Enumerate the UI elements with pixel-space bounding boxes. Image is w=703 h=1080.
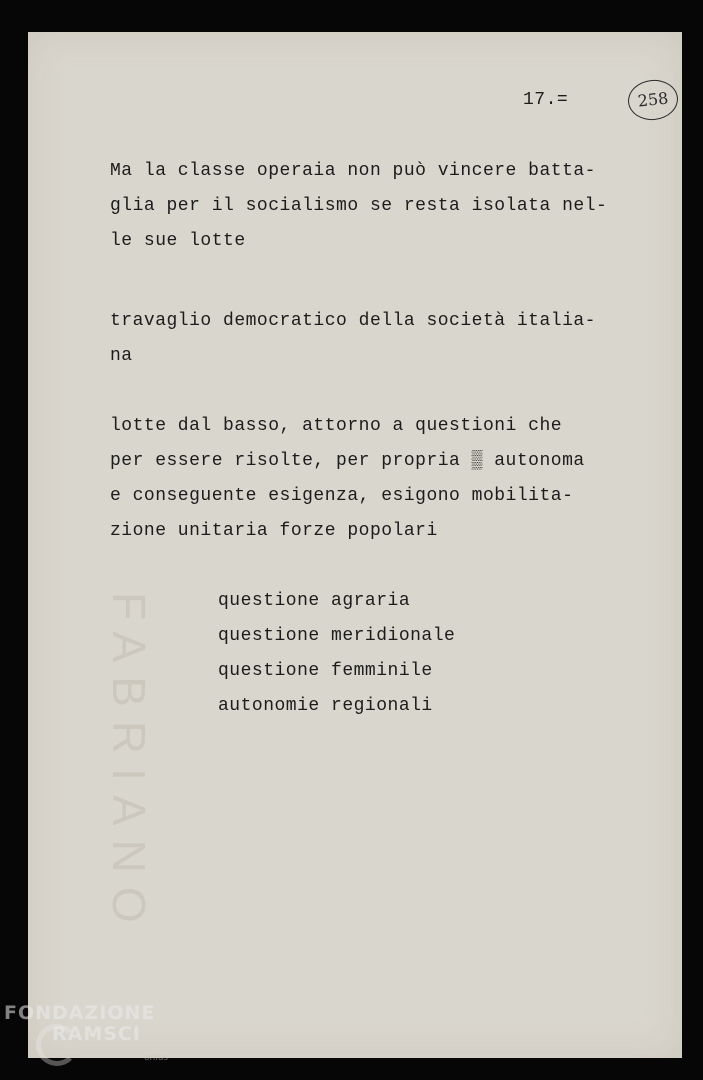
page-marker: 17.= <box>523 90 569 110</box>
paper-watermark: FABRIANO <box>103 592 155 937</box>
text-line: na <box>110 346 133 366</box>
text-line: glia per il socialismo se resta isolata nel- <box>110 196 608 216</box>
text-line: Ma la classe operaia non può vincere batta- <box>110 161 596 181</box>
text-line: per essere risolte, per propria ▒ autonoma <box>110 451 585 471</box>
text-line: le sue lotte <box>110 231 246 251</box>
list-item: autonomie regionali <box>218 696 433 716</box>
document-page <box>28 32 682 1058</box>
text-line: e conseguente esigenza, esigono mobilita- <box>110 486 574 506</box>
list-item: questione femminile <box>218 661 433 681</box>
fondazione-gramsci-logo <box>4 1002 169 1063</box>
text-line: zione unitaria forze popolari <box>110 521 438 541</box>
list-item: questione meridionale <box>218 626 456 646</box>
logo-small-text: onlus <box>144 1053 169 1063</box>
logo-line2: RAMSCI <box>52 1023 141 1045</box>
archive-page-number: 258 <box>626 77 680 122</box>
text-line: travaglio democratico della società italia- <box>110 311 596 331</box>
logo-ring-icon <box>36 1024 78 1066</box>
list-item: questione agraria <box>218 591 411 611</box>
logo-line1: FONDAZIONE <box>4 1002 156 1024</box>
text-line: lotte dal basso, attorno a questioni che <box>110 416 563 436</box>
